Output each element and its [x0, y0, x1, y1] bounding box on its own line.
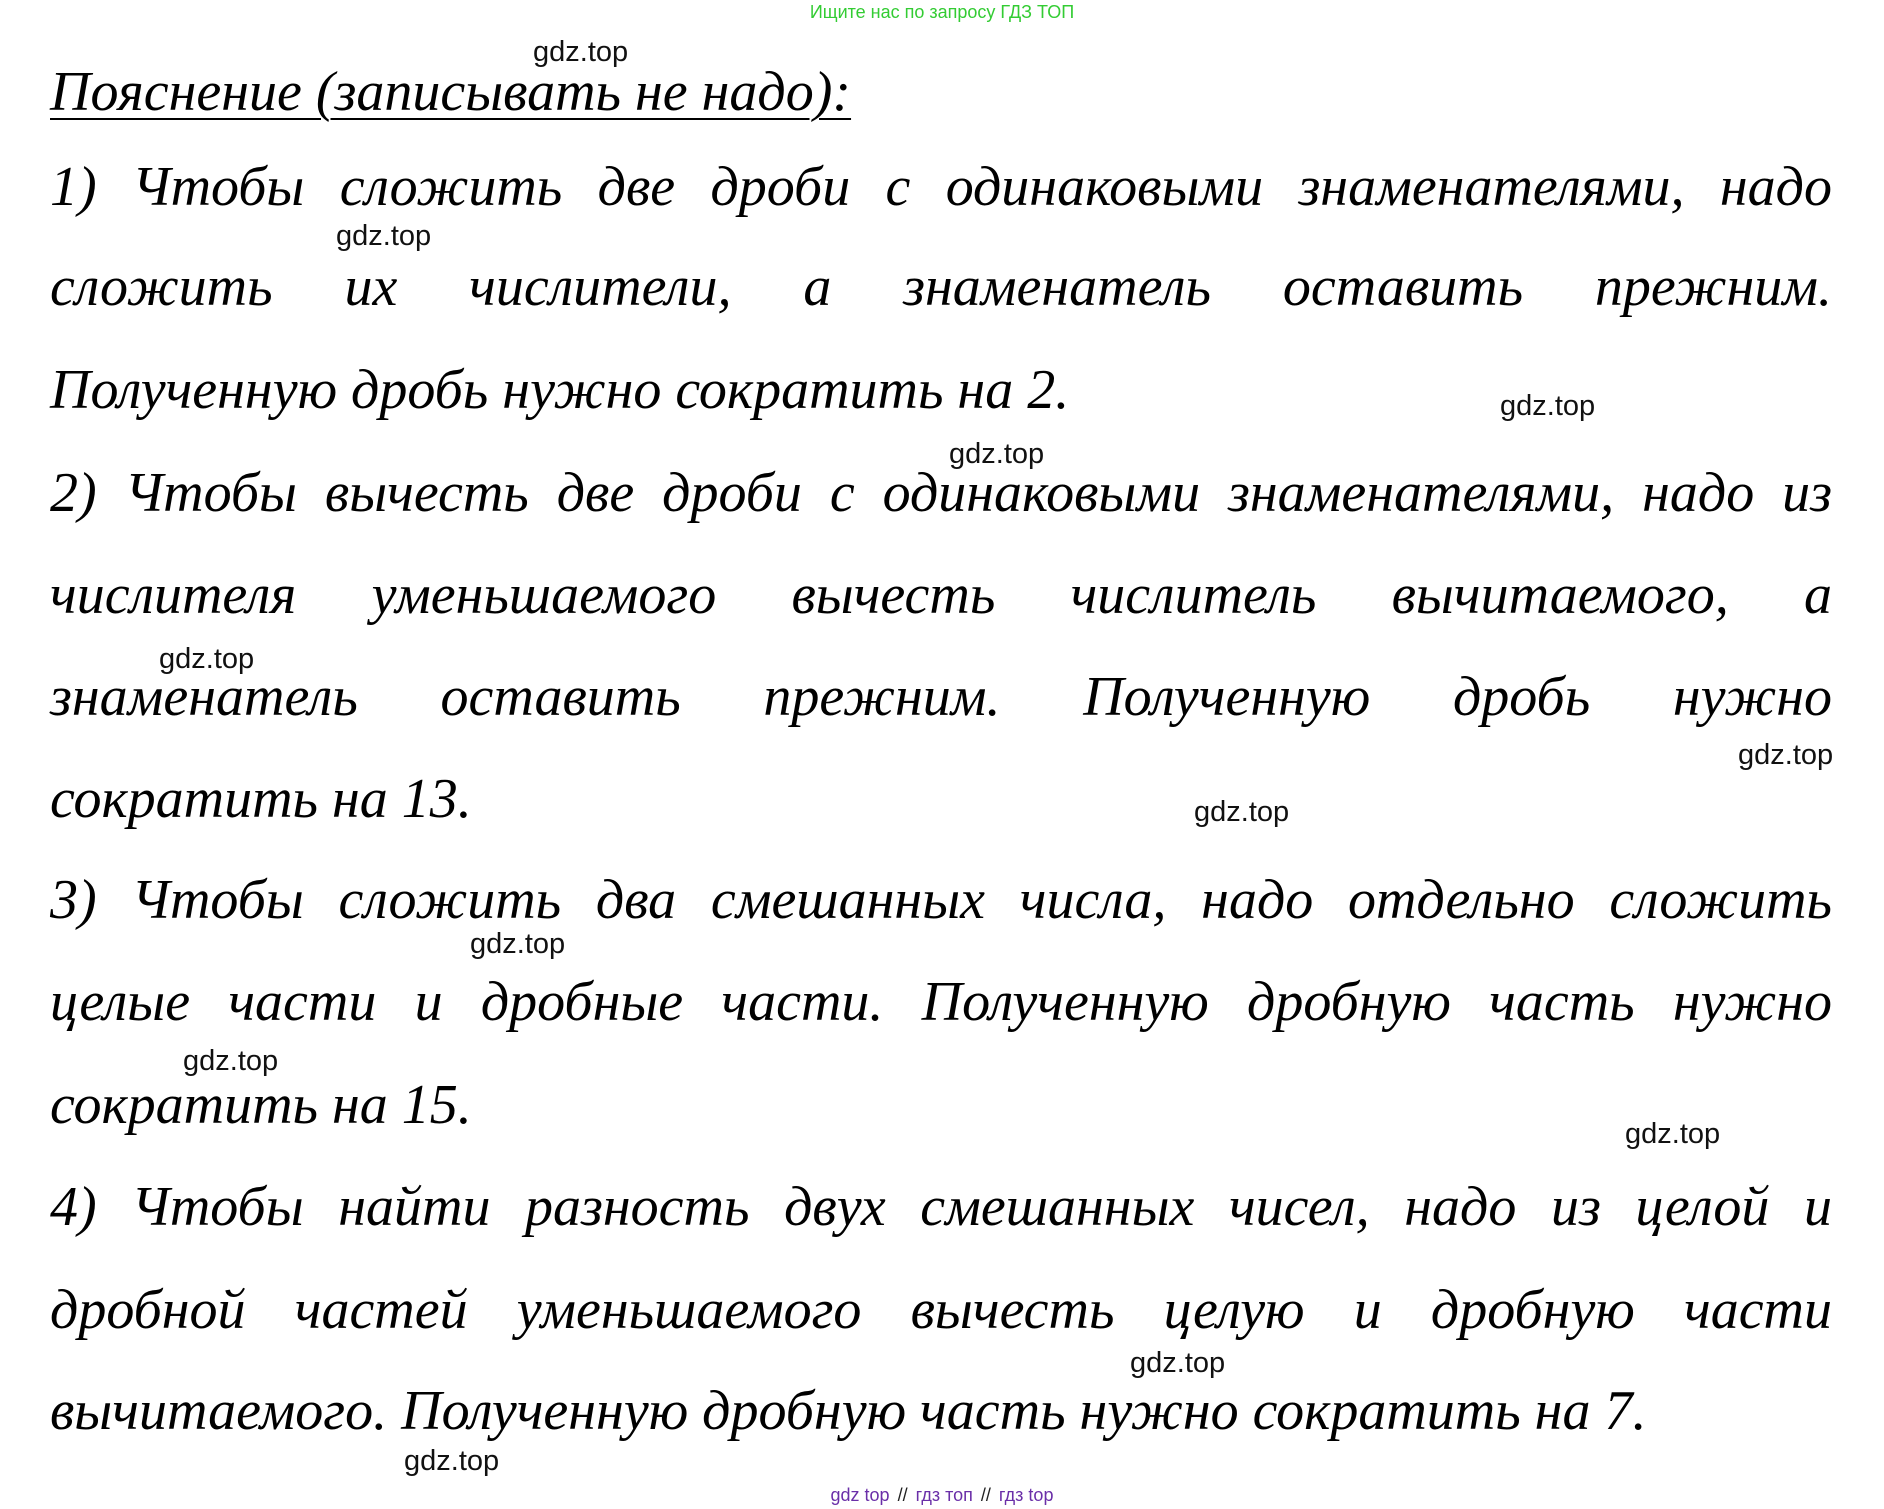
- text-line: сократить на 13.: [50, 768, 472, 830]
- watermark: gdz.top: [1738, 739, 1834, 771]
- text-line: сократить на 15.: [50, 1074, 472, 1136]
- watermark: gdz.top: [1500, 390, 1596, 422]
- explanation-heading: Пояснение (записывать не надо):: [50, 61, 852, 123]
- text-line: 2) Чтобы вычесть две дроби с одинаковыми знаменателями, надо из: [50, 462, 1832, 524]
- watermark: gdz.top: [533, 36, 629, 68]
- watermark: gdz.top: [159, 643, 255, 675]
- text-line: числителя уменьшаемого вычесть числитель вычитаемого, а: [50, 564, 1832, 626]
- watermark: gdz.top: [949, 438, 1045, 470]
- watermark: gdz.top: [183, 1045, 279, 1077]
- footer-separator: //: [897, 1485, 908, 1505]
- watermark: gdz.top: [336, 220, 432, 252]
- watermark: gdz.top: [470, 928, 566, 960]
- watermark: gdz.top: [1194, 796, 1290, 828]
- footer: [0, 1485, 1884, 1506]
- footer-link-gdz-top-mixed[interactable]: гдз top: [998, 1485, 1054, 1505]
- text-line: 4) Чтобы найти разность двух смешанных чисел, надо из целой и: [50, 1176, 1832, 1238]
- text-line: 3) Чтобы сложить два смешанных числа, надо отдельно сложить: [50, 869, 1832, 931]
- top-banner: Ищите нас по запросу ГДЗ ТОП: [809, 2, 1075, 22]
- footer-link-gdz-top-ru[interactable]: гдз топ: [915, 1485, 973, 1505]
- footer-link-gdz-top[interactable]: gdz top: [830, 1485, 890, 1505]
- text-line: дробной частей уменьшаемого вычесть целую и дробную части: [50, 1279, 1832, 1341]
- text-line: знаменатель оставить прежним. Полученную дробь нужно: [50, 666, 1832, 728]
- watermark: gdz.top: [404, 1445, 500, 1477]
- footer-separator: //: [980, 1485, 991, 1505]
- text-line: вычитаемого. Полученную дробную часть нужно сократить на 7.: [50, 1380, 1647, 1442]
- watermark: gdz.top: [1130, 1347, 1226, 1379]
- text-line: Полученную дробь нужно сократить на 2.: [50, 359, 1070, 421]
- watermark: gdz.top: [1625, 1118, 1721, 1150]
- text-line: целые части и дробные части. Полученную дробную часть нужно: [50, 971, 1832, 1033]
- text-line: сложить их числители, а знаменатель оставить прежним.: [50, 256, 1832, 318]
- text-line: 1) Чтобы сложить две дроби с одинаковыми знаменателями, надо: [50, 156, 1832, 218]
